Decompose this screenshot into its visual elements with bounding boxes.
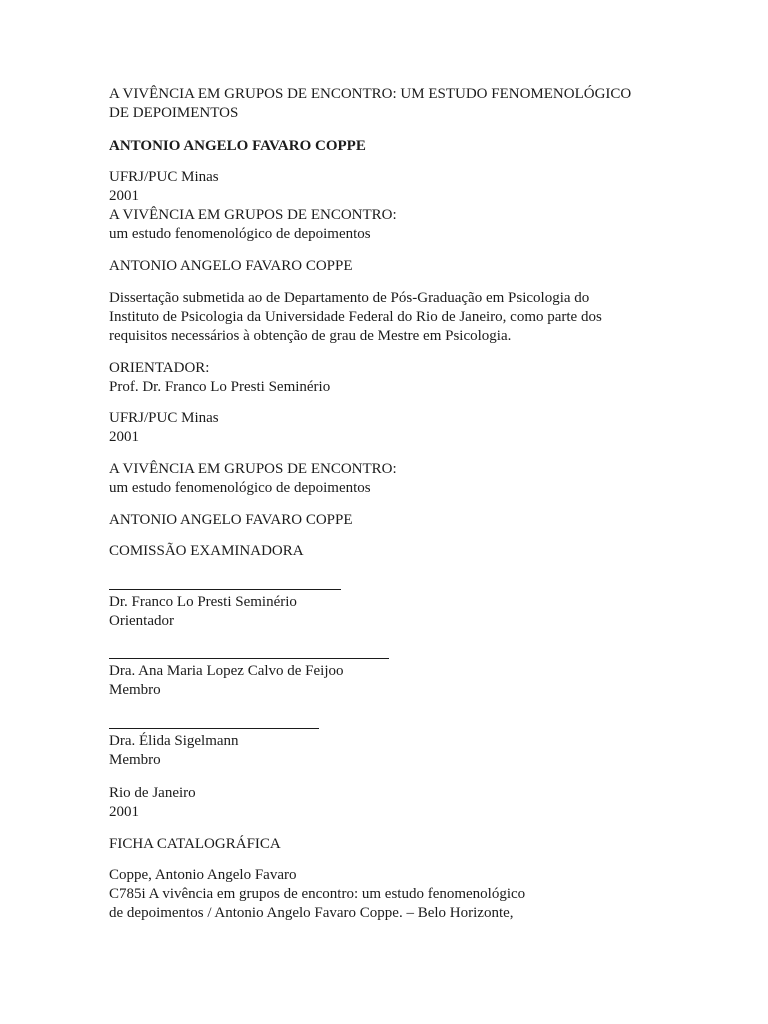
advisor-block: [109, 359, 729, 397]
catalog-line-1: Coppe, Antonio Angelo Favaro: [109, 867, 297, 883]
year-3: 2001: [109, 804, 139, 820]
main-title-line-1: A VIVÊNCIA EM GRUPOS DE ENCONTRO: UM ESTUDO FENOMENOLÓGICO: [109, 86, 632, 102]
main-title-line-2: DE DEPOIMENTOS: [109, 105, 239, 121]
dissertation-line-1: Dissertação submetida ao de Departamento de Pós-Graduação em Psicologia do: [109, 290, 590, 306]
signatory-role: Orientador: [109, 613, 174, 629]
year-1: 2001: [109, 188, 139, 204]
signatory-name: Dra. Ana Maria Lopez Calvo de Feijoo: [109, 663, 344, 679]
dissertation-statement: [109, 289, 729, 346]
catalog-entry: [109, 866, 729, 923]
catalog-line-2: C785i A vivência em grupos de encontro: um estudo fenomenológico: [109, 886, 526, 902]
dissertation-line-3: requisitos necessários à obtenção de grau de Mestre em Psicologia.: [109, 328, 512, 344]
signature-line: [109, 713, 729, 732]
institution-2: UFRJ/PUC Minas: [109, 410, 219, 426]
signatory-role: Membro: [109, 682, 161, 698]
catalog-line-3: de depoimentos / Antonio Angelo Favaro Coppe. – Belo Horizonte,: [109, 905, 514, 921]
signatory-role: Membro: [109, 752, 161, 768]
subtitle-block-2: [109, 460, 729, 498]
signature-block-2: [109, 643, 729, 700]
catalog-heading: FICHA CATALOGRÁFICA: [109, 836, 281, 852]
signature-block-3: [109, 713, 729, 770]
advisor-name: Prof. Dr. Franco Lo Presti Seminério: [109, 379, 331, 395]
subtitle-1-line-1: A VIVÊNCIA EM GRUPOS DE ENCONTRO:: [109, 207, 397, 223]
institution-block-1: [109, 168, 729, 244]
signatory-name: Dra. Élida Sigelmann: [109, 733, 239, 749]
institution-1: UFRJ/PUC Minas: [109, 169, 219, 185]
place-date-block: [109, 784, 729, 822]
signatory-name: Dr. Franco Lo Presti Seminério: [109, 594, 297, 610]
author-name-3: ANTONIO ANGELO FAVARO COPPE: [109, 512, 353, 528]
author-name-2: ANTONIO ANGELO FAVARO COPPE: [109, 258, 353, 274]
main-title: [109, 85, 729, 123]
year-2: 2001: [109, 429, 139, 445]
author-name-bold: ANTONIO ANGELO FAVARO COPPE: [109, 138, 366, 154]
signature-line: [109, 643, 729, 662]
subtitle-2-line-1: A VIVÊNCIA EM GRUPOS DE ENCONTRO:: [109, 461, 397, 477]
city: Rio de Janeiro: [109, 785, 196, 801]
advisor-label: ORIENTADOR:: [109, 360, 210, 376]
subtitle-1-line-2: um estudo fenomenológico de depoimentos: [109, 226, 371, 242]
institution-block-2: [109, 409, 729, 447]
committee-heading: COMISSÃO EXAMINADORA: [109, 543, 304, 559]
dissertation-line-2: Instituto de Psicologia da Universidade Federal do Rio de Janeiro, como parte dos: [109, 309, 602, 325]
subtitle-2-line-2: um estudo fenomenológico de depoimentos: [109, 480, 371, 496]
signature-line: [109, 574, 729, 593]
signature-block-1: [109, 574, 729, 631]
